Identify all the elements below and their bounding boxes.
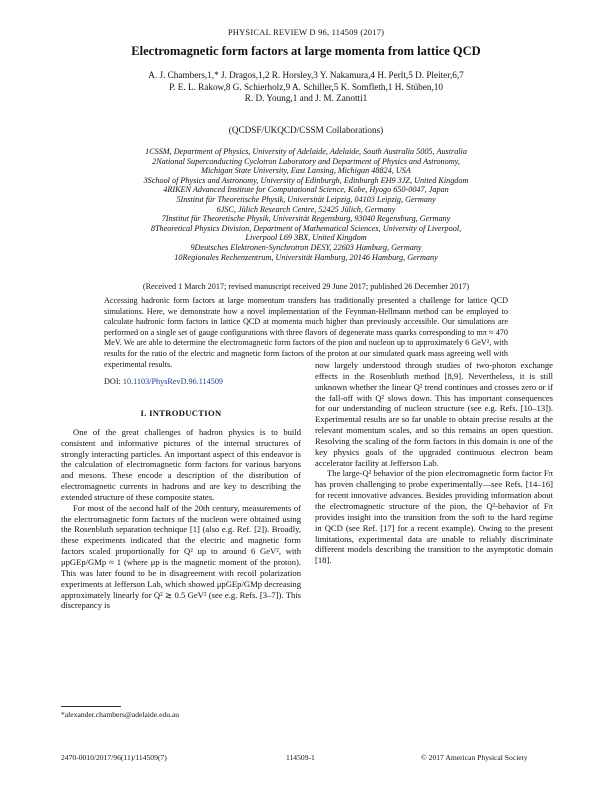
journal-header: PHYSICAL REVIEW D 96, 114509 (2017) xyxy=(227,27,385,37)
author-list xyxy=(100,70,512,105)
affiliation: 6JSC, Jülich Research Centre, 52425 Jülich, Germany xyxy=(216,204,396,214)
abstract: Accessing hadronic form factors at large momentum transfers has traditionally presented a challenge for lattice QCD simulations. Here, we demonstrate how a novel implementation of the Feynman-Hellmann method can be employed to calculate hadronic form factors in lattice QCD at momenta much higher than previously accessible. Our simulations are performed on a single set of gauge configurations with three flavors of degenerate mass quarks corresponding to mπ ≈ 470 MeV. We are able to determine the electromagnetic form factors of the pion and nucleon up to approximately 6 GeV², with results for the ratio of the electric and magnetic form factors of the proton at our simulated quark mass agreeing well with experimental results. xyxy=(104,296,508,369)
collaboration: (QCDSF/UKQCD/CSSM Collaborations) xyxy=(228,125,384,135)
affiliation: 10Regionales Rechenzentrum, Universität Hamburg, 20146 Hamburg, Germany xyxy=(174,252,438,262)
affiliation: Liverpool L69 3BX, United Kingdom xyxy=(245,233,367,243)
body-paragraph: now largely understood through studies of two-photon exchange effects in the Rosenbluth method [8,9]. Nevertheless, it is still unknown whether the linear Q² trend continues and crosses zero or if the fall-off with Q² slows down. This has important consequences for our understanding of nucleon structure (see e.g. Refs. [10–13]). Experimental results are so far unable to obtain precise results at the relevant momentum scales, and so this remains an open question. Resolving the scaling of the form factors in this domain is one of the key physics goals of the upgraded continuous electron beam accelerator facility at Jefferson Lab. xyxy=(315,360,553,468)
body-paragraph: One of the great challenges of hadron physics is to build consistent and informative pictures of the internal structures of strongly interacting particles. An important aspect of this endeavor is the calculation of electromagnetic form factors for various baryons and mesons. These encode a description of the distribution of electromagnetic currents in hadrons and are key to describing the extended structure of these composite states. xyxy=(61,426,301,502)
affiliation: 3School of Physics and Astronomy, University of Edinburgh, Edinburgh EH9 3JZ, United Kingdom xyxy=(143,175,469,185)
doi-line xyxy=(104,377,223,386)
paper-title: Electromagnetic form factors at large momenta from lattice QCD xyxy=(131,44,481,58)
affiliation: Michigan State University, East Lansing, Michigan 48824, USA xyxy=(201,166,411,176)
footer-copyright: © 2017 American Physical Society xyxy=(421,753,528,762)
doi-link[interactable]: 10.1103/PhysRevD.96.114509 xyxy=(122,377,224,386)
body-paragraph: For most of the second half of the 20th century, measurements of the electromagnetic form factors of the nucleon were obtained using the Rosenbluth separation technique [1] (also e.g. Ref. [2]). Broadly, these experiments indicated that the electric and magnetic form factors scaled proportionally for Q² up to around 6 GeV², with μpGEp/GMp ≈ 1 (where μp is the magnetic moment of the proton). This was later found to be in disagreement with recoil polarization experiments at Jefferson Lab, which showed μpGEp/GMp decreasing approximately linearly for Q² ≳ 0.5 GeV² (see e.g. Refs. [3–7]). This discrepancy is xyxy=(61,502,301,611)
affiliation: 1CSSM, Department of Physics, University of Adelaide, Adelaide, South Australia 5005, Australia xyxy=(145,147,467,156)
affiliation-list xyxy=(90,147,522,262)
doi-label: DOI: xyxy=(104,377,121,386)
footnote-email: *alexander.chambers@adelaide.edu.au xyxy=(61,710,180,719)
body-paragraph: The large-Q² behavior of the pion electromagnetic form factor Fπ has proven challenging to probe experimentally—see Refs. [14–16] for recent innovative advances. Besides providing information about the electromagnetic structure of the pion, the Q²-behavior of Fπ provides insight into the transition from the soft to the hard regime in QCD (see Ref. [17] for a recent example). Owing to the present limitations, experimental data are unable to reliably discriminate different models describing the transition to the asymptotic domain [18]. xyxy=(315,468,553,566)
affiliation: 9Deutsches Elektronen-Synchrotron DESY, 22603 Hamburg, Germany xyxy=(190,242,422,252)
received-dates: (Received 1 March 2017; revised manuscript received 29 June 2017; published 26 December 2017) xyxy=(142,282,470,291)
footnote-divider xyxy=(61,706,121,707)
section-heading: I. INTRODUCTION xyxy=(140,408,222,418)
affiliation: 5Institut für Theoretische Physik, Universität Leipzig, 04103 Leipzig, Germany xyxy=(176,194,436,204)
author-line: P. E. L. Rakow,8 G. Schierholz,9 A. Schiller,5 K. Somfleth,1 H. Stüben,10 xyxy=(169,81,443,92)
affiliation: 2National Superconducting Cyclotron Laboratory and Department of Physics and Astronomy, xyxy=(152,156,460,166)
footer-issn: 2470-0010/2017/96(11)/114509(7) xyxy=(61,753,167,762)
author-line: R. D. Young,1 and J. M. Zanotti1 xyxy=(244,93,368,104)
affiliation: 8Theoretical Physics Division, Department of Mathematical Sciences, University of Liverpool, xyxy=(150,223,462,233)
footer-page-number: 114509-1 xyxy=(286,753,315,762)
author-line: A. J. Chambers,1,* J. Dragos,1,2 R. Horsley,3 Y. Nakamura,4 H. Perlt,5 D. Pleiter,6,7 xyxy=(148,70,464,80)
affiliation: 7Institut für Theoretische Physik, Universität Regensburg, 93040 Regensburg, Germany xyxy=(161,214,451,224)
left-column xyxy=(61,408,301,611)
right-column xyxy=(315,360,553,566)
affiliation: 4RIKEN Advanced Institute for Computational Science, Kobe, Hyogo 650-0047, Japan xyxy=(163,185,449,195)
